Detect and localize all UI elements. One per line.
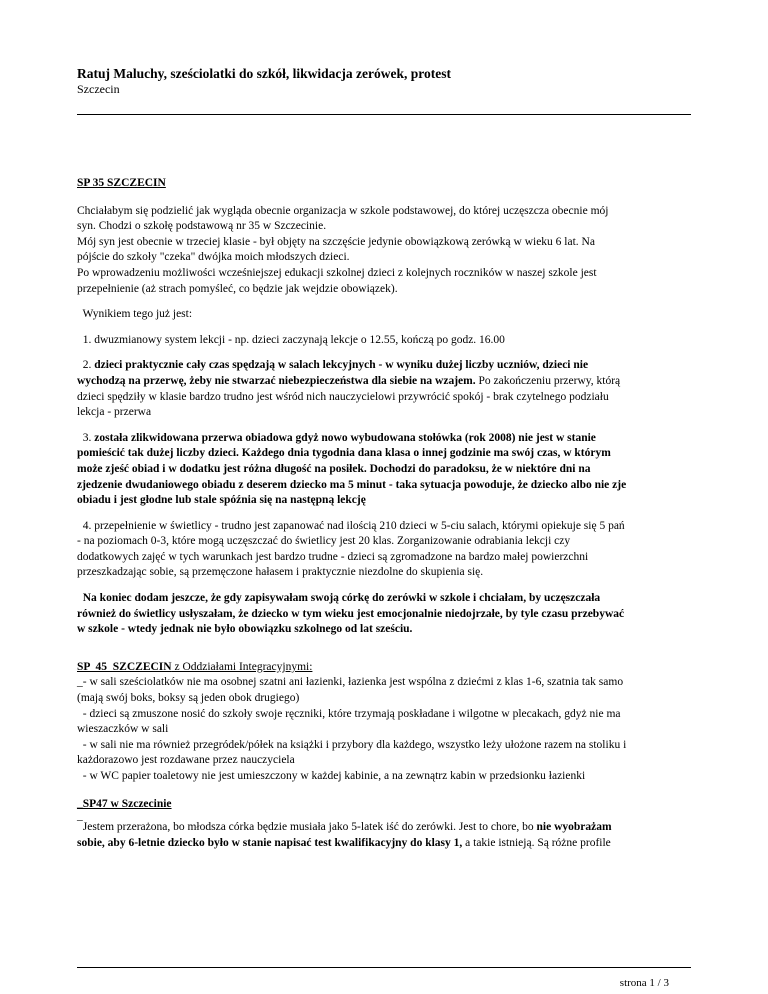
section-heading-sp45 [77, 660, 693, 676]
text-line: - w WC papier toaletowy nie jest umieszczony w każdej kabinie, a na zewnątrz kabin w przedsionku łazienki [77, 770, 586, 782]
point-3 [77, 431, 693, 509]
bold-text: dzieci praktycznie cały czas spędzają w salach lekcyjnych - w wyniku dużej liczby uczniów, dzieci nie [94, 359, 589, 372]
closing-paragraph [77, 591, 693, 638]
text-run: Po zakończeniu przerwy, którą [475, 374, 621, 387]
heading-rest: z Oddziałami Integracyjnymi: [171, 660, 313, 673]
text-line: Chciałabym się podzielić jak wygląda obecnie organizacja w szkole podstawowej, do której uczęszcza obecnie mój [77, 204, 609, 217]
page-title: Ratuj Maluchy, sześciolatki do szkół, likwidacja zerówek, protest [77, 66, 451, 81]
bold-line: obiadu i jest głodne lub stale spóźnia się na następną lekcję [77, 494, 366, 507]
sp45-list [77, 675, 693, 784]
text-line: każdorazowo jest rozdawane przez nauczyciela [77, 754, 295, 767]
text-line: - na poziomach 0-3, które mogą uczęszczać do świetlicy jest 20 klas. Zorganizowanie odrabiania lekcji czy [77, 535, 571, 548]
point-number: 3. [77, 431, 95, 444]
text-line: przepełnienie (aż strach pomyśleć, co będzie jak wejdzie obowiązek). [77, 282, 398, 295]
point-1: 1. dwuzmianowy system lekcji - np. dzieci zaczynają lekcje o 12.55, kończą po godz. 16.00 [77, 333, 505, 346]
underscore-line: _ [77, 810, 83, 823]
text-line: dodatkowych zajęć w tych warunkach jest bardzo trudne - dzieci są zgromadzone na bardzo małej powierzchni [77, 550, 589, 563]
text-line: - dzieci są zmuszone nosić do szkoły swoje ręczniki, które trzymają poskładane i wilgotne w plecakach, gdyż nie ma [77, 707, 621, 720]
point-4 [77, 519, 693, 581]
text-run: a takie istnieją. Są różne profile [462, 836, 611, 849]
text-line: (mają swój boks, boksy są jeden obok drugiego) [77, 692, 300, 705]
text-line: Mój syn jest obecnie w trzeciej klasie - był objęty na szczęście jedynie obowiązkową zerówką w wieku 6 lat. Na [77, 235, 595, 248]
bold-line: również do świetlicy usłyszałam, że dziecko w tym wieku jest emocjonalnie niedojrzałe, by tyle czasu przebywać [77, 607, 625, 620]
point-2 [77, 358, 693, 420]
bold-line: Na koniec dodam jeszcze, że gdy zapisywałam swoją córkę do zerówki w szkole i chciałam, by uczęszczała [77, 592, 601, 605]
document-body [77, 176, 693, 851]
bold-text: nie wyobrażam [536, 821, 612, 834]
footer-divider [77, 967, 691, 968]
text-line: lekcja - przerwa [77, 406, 152, 419]
section-heading-sp47: _SP47 w Szczecinie [77, 797, 172, 810]
text-line: wieszaczków w sali [77, 723, 169, 736]
heading-bold: SP 45 SZCZECIN [77, 660, 172, 673]
text-line: - w sali nie ma również przegródek/półek na książki i przybory dla każdego, wszystko leży ułożone razem na stoliku i [77, 738, 627, 751]
text-line: _- w sali sześciolatków nie ma osobnej szatni ani łazienki, łazienka jest wspólna z dziećmi z klas 1-6, szatnia tak samo [77, 676, 624, 689]
bold-line: w szkole - wtedy jednak nie było obowiązku szkolnego od lat sześciu. [77, 623, 413, 636]
point-number: 2. [77, 359, 95, 372]
bold-text: wychodzą na przerwę, żeby nie stwarzać niebezpieczeństwa dla siebie na wzajem. [77, 374, 476, 387]
section-heading-sp35: SP 35 SZCZECIN [77, 177, 166, 189]
text-line: 4. przepełnienie w świetlicy - trudno jest zapanować nad ilością 210 dzieci w 5-ciu salach, którymi opiekuje się 5 pań [77, 519, 625, 532]
intro-paragraph [77, 204, 693, 298]
page-number: strona 1 / 3 [619, 977, 669, 989]
text-run: Jestem przerażona, bo młodsza córka będzie musiała jako 5-latek iść do zerówki. Jest to chore, bo [77, 821, 537, 834]
page-subtitle: Szczecin [77, 82, 120, 96]
sp47-paragraph [77, 820, 693, 851]
text-line: Po wprowadzeniu możliwości wcześniejszej edukacji szkolnej dzieci z kolejnych roczników w naszej szkole jest [77, 266, 597, 279]
bold-text: sobie, aby 6-letnie dziecko było w stanie napisać test kwalifikacyjny do klasy 1, [77, 836, 463, 849]
text-line: przeszkadzając sobie, są przemęczone hałasem i praktycznie niezdolne do skupienia się. [77, 566, 484, 579]
text-line: pójście do szkoły "czeka" dwójka moich młodszych dzieci. [77, 251, 350, 264]
header-divider [77, 114, 691, 115]
text-line: dzieci spędziły w klasie bardzo trudno jest wśród nich nauczycielowi przywrócić spokój - brak czytelnego podziału [77, 390, 609, 403]
bold-line: pomieścić tak dużej liczby dzieci. Każdego dnia tygodnia dana klasa o innej godzinie ma swój czas, w którym [77, 447, 611, 460]
result-intro: Wynikiem tego już jest: [77, 308, 193, 321]
bold-line: zjedzenie dwudaniowego obiadu z deserem dziecko ma 5 minut - taka sytuacja powoduje, że dziecko albo nie zje [77, 478, 627, 491]
bold-line: może zjeść obiad i w dodatku jest różna długość na posiłek. Dochodzi do paradoksu, że w niektóre dni na [77, 462, 591, 475]
text-line: syn. Chodzi o szkołę podstawową nr 35 w Szczecinie. [77, 220, 327, 233]
bold-text: została zlikwidowana przerwa obiadowa gdyż nowo wybudowana stołówka (rok 2008) nie jest w stanie [94, 431, 596, 444]
